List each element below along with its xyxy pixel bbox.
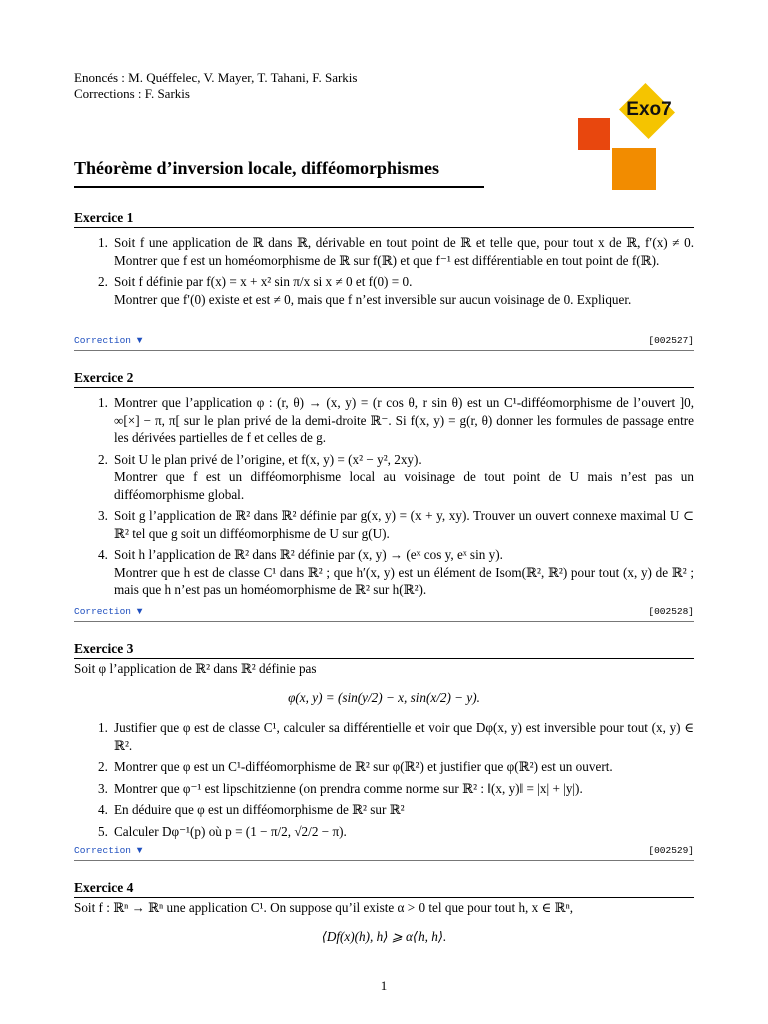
exercise-1-footer (74, 335, 694, 347)
list-item: 2. Montrer que φ est un C¹-difféomorphisme de ℝ² sur φ(ℝ²) et justifier que φ(ℝ²) est un ouvert. (98, 759, 613, 774)
title-rule (74, 186, 484, 188)
separator (74, 621, 694, 622)
exercise-ref: [002528] (648, 606, 694, 617)
correction-link[interactable]: Correction ▼ (74, 335, 143, 346)
exercise-3-footer (74, 845, 694, 857)
list-item: 1. Soit f une application de ℝ dans ℝ, dérivable en tout point de ℝ et telle que, pour tout x de ℝ, f′(x) ≠ 0. Montrer que f est un homéomorphisme de ℝ sur f(ℝ) et que f⁻¹ est différentiable en tout point de f(ℝ). (98, 235, 694, 268)
exercise-2-rule (74, 387, 694, 388)
exercise-3-title: Exercice 3 (74, 641, 134, 656)
exercise-3-items (74, 719, 694, 844)
authors-line: Enoncés : M. Quéffelec, V. Mayer, T. Tahani, F. Sarkis (74, 70, 358, 85)
exercise-4-title: Exercice 4 (74, 880, 134, 895)
exercise-2-items (74, 394, 694, 603)
logo-red-square (578, 118, 610, 150)
exercise-2-title: Exercice 2 (74, 370, 134, 385)
logo-text: Exo7 (626, 99, 672, 120)
page-title: Théorème d’inversion locale, difféomorphismes (74, 158, 439, 178)
corrections-line: Corrections : F. Sarkis (74, 86, 190, 101)
credits (74, 70, 357, 102)
exercise-3-equation: φ(x, y) = (sin(y/2) − x, sin(x/2) − y). (288, 690, 480, 705)
page-number: 1 (380, 978, 388, 993)
exercise-4-rule (74, 897, 694, 898)
list-item: 2. Soit f définie par f(x) = x + x² sin π/x si x ≠ 0 et f(0) = 0. Montrer que f′(0) existe et est ≠ 0, mais que f n’est inversible sur aucun voisinage de 0. Expliquer. (98, 274, 632, 307)
list-item: 4. En déduire que φ est un difféomorphisme de ℝ² sur ℝ² (98, 802, 405, 817)
exo7-logo (578, 85, 688, 190)
exercise-1-rule (74, 227, 694, 228)
logo-orange-square (612, 148, 656, 190)
list-item: 4. Soit h l’application de ℝ² dans ℝ² définie par (x, y) → (eˣ cos y, eˣ sin y). Montrer que h est de classe C¹ dans ℝ² ; que h′(x, y) est un élément de Isom(ℝ², ℝ²) pour tout (x, y) de ℝ² ; mais que h n’est pas un homéomorphisme de ℝ² sur h(ℝ²). (98, 547, 694, 597)
list-item: 1. Justifier que φ est de classe C¹, calculer sa différentielle et voir que Dφ(x, y) est inversible pour tout (x, y) ∈ ℝ². (98, 720, 694, 753)
separator (74, 860, 694, 861)
exercise-ref: [002529] (648, 845, 694, 856)
exercise-ref: [002527] (648, 335, 694, 346)
exercise-3-intro: Soit φ l’application de ℝ² dans ℝ² définie pas (74, 661, 317, 676)
exercise-1-title: Exercice 1 (74, 210, 134, 225)
exercise-4-intro: Soit f : ℝⁿ → ℝⁿ une application C¹. On suppose qu’il existe α > 0 tel que pour tout h, x ∈ ℝⁿ, (74, 900, 574, 915)
separator (74, 350, 694, 351)
list-item: 2. Soit U le plan privé de l’origine, et f(x, y) = (x² − y², 2xy). Montrer que f est un difféomorphisme local au voisinage de tout point de U mais n’est pas un difféomorphisme global. (98, 451, 694, 502)
correction-link[interactable]: Correction ▼ (74, 606, 143, 617)
correction-link[interactable]: Correction ▼ (74, 845, 143, 856)
exercise-2-footer (74, 606, 694, 618)
list-item: 3. Soit g l’application de ℝ² dans ℝ² définie par g(x, y) = (x + y, xy). Trouver un ouvert connexe maximal U ⊂ ℝ² tel que g soit un difféomorphisme de U sur g(U). (98, 508, 694, 541)
list-item: 3. Montrer que φ⁻¹ est lipschitzienne (on prendra comme norme sur ℝ² : ‖(x, y)‖ = |x| + |y|). (98, 780, 583, 796)
exercise-4-equation: ⟨Df(x)(h), h⟩ ⩾ α⟨h, h⟩. (321, 929, 447, 944)
exercise-3-rule (74, 658, 694, 659)
list-item: 5. Calculer Dφ⁻¹(p) où p = (1 − π/2, √2/2 − π). (98, 823, 347, 839)
list-item: 1. Montrer que l’application φ : (r, θ) → (x, y) = (r cos θ, r sin θ) est un C¹-difféomorphisme de l’ouvert ]0, ∞[×] − π, π[ sur le plan privé de la demi-droite ℝ⁻. Si f(x, y) = g(r, θ) donner les formules de passage entre les dérivées partielles de f et celles de g. (98, 395, 694, 445)
exercise-1-items (74, 234, 694, 312)
